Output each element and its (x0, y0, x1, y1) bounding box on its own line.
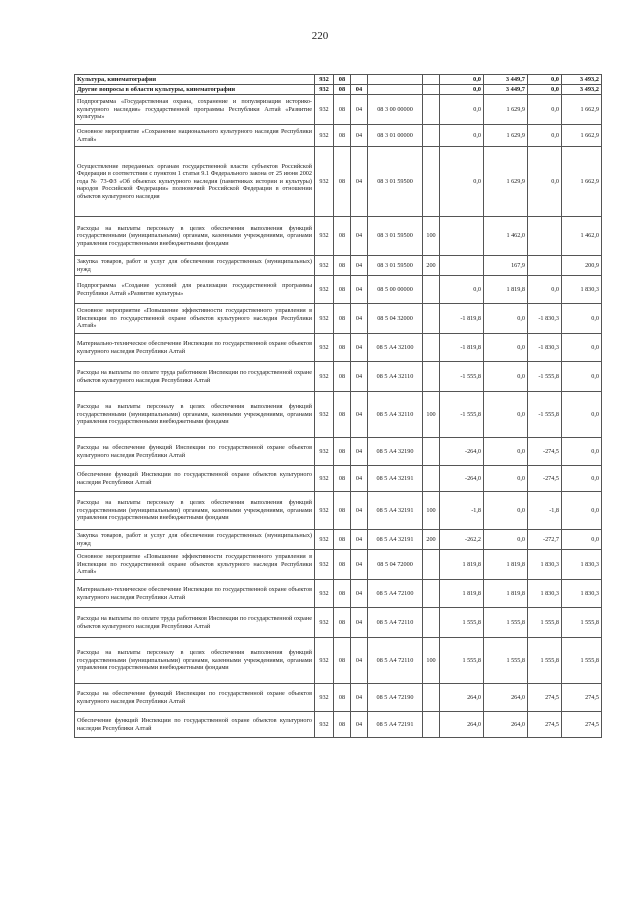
amount-total-1-cell: 1 629,9 (484, 147, 528, 217)
row-name-cell: Расходы на обеспечение функций Инспекции по государственной охране объектов культурного наследия Республики Алтай (75, 438, 315, 466)
amount-total-1-cell: 1 819,8 (484, 276, 528, 304)
grbs-code-cell: 932 (315, 362, 334, 392)
subsection-code-cell: 04 (351, 638, 368, 684)
section-code-cell: 08 (334, 712, 351, 738)
subsection-code-cell: 04 (351, 125, 368, 147)
table-row (75, 362, 602, 392)
table-row (75, 712, 602, 738)
amount-change-1-cell (440, 256, 484, 276)
section-code-cell: 08 (334, 85, 351, 95)
table-row (75, 276, 602, 304)
amount-change-2-cell: -1,8 (528, 492, 562, 530)
section-code-cell: 08 (334, 95, 351, 125)
table-row (75, 125, 602, 147)
row-name-cell: Закупка товаров, работ и услуг для обеспечения государственных (муниципальных) нужд (75, 256, 315, 276)
amount-change-1-cell: 264,0 (440, 684, 484, 712)
amount-change-2-cell: 1 555,8 (528, 638, 562, 684)
amount-change-1-cell: -1 555,8 (440, 362, 484, 392)
amount-total-2-cell: 0,0 (562, 392, 602, 438)
table-row (75, 334, 602, 362)
expense-type-cell (423, 362, 440, 392)
amount-total-2-cell: 1 830,3 (562, 550, 602, 580)
amount-change-1-cell: 0,0 (440, 75, 484, 85)
amount-change-1-cell: -262,2 (440, 530, 484, 550)
amount-total-2-cell: 1 555,8 (562, 608, 602, 638)
grbs-code-cell: 932 (315, 334, 334, 362)
amount-total-1-cell: 3 449,7 (484, 85, 528, 95)
subsection-code-cell: 04 (351, 438, 368, 466)
table-row (75, 492, 602, 530)
amount-change-2-cell: 274,5 (528, 712, 562, 738)
table-row (75, 256, 602, 276)
section-code-cell: 08 (334, 75, 351, 85)
amount-total-1-cell: 1 629,9 (484, 95, 528, 125)
amount-change-1-cell: -1 555,8 (440, 392, 484, 438)
table-row (75, 638, 602, 684)
section-code-cell: 08 (334, 438, 351, 466)
expense-type-cell (423, 712, 440, 738)
amount-change-1-cell: -1,8 (440, 492, 484, 530)
section-code-cell: 08 (334, 550, 351, 580)
amount-total-2-cell: 1 662,9 (562, 95, 602, 125)
expense-type-cell (423, 466, 440, 492)
section-code-cell: 08 (334, 147, 351, 217)
target-article-cell: 08 3 01 00000 (368, 125, 423, 147)
row-name-cell: Расходы на выплаты по оплате труда работников Инспекции по государственной охране объектов культурного наследия Республики Алтай (75, 362, 315, 392)
subsection-code-cell: 04 (351, 362, 368, 392)
amount-change-1-cell: -264,0 (440, 466, 484, 492)
section-code-cell: 08 (334, 362, 351, 392)
page-number: 220 (311, 30, 329, 42)
row-name-cell: Материально-техническое обеспечение Инспекции по государственной охране объектов культурного наследия Республики Алтай (75, 580, 315, 608)
amount-total-1-cell: 1 629,9 (484, 125, 528, 147)
amount-total-2-cell: 1 830,3 (562, 276, 602, 304)
row-name-cell: Другие вопросы в области культуры, кинематографии (75, 85, 315, 95)
expense-type-cell (423, 85, 440, 95)
target-article-cell: 08 3 00 00000 (368, 95, 423, 125)
amount-total-2-cell: 1 662,9 (562, 125, 602, 147)
grbs-code-cell: 932 (315, 684, 334, 712)
grbs-code-cell: 932 (315, 492, 334, 530)
target-article-cell: 08 3 01 59500 (368, 147, 423, 217)
amount-change-2-cell: -1 830,3 (528, 304, 562, 334)
target-article-cell: 08 5 А4 32190 (368, 438, 423, 466)
amount-total-1-cell: 0,0 (484, 362, 528, 392)
expense-type-cell: 100 (423, 638, 440, 684)
amount-change-2-cell: 0,0 (528, 147, 562, 217)
table-row (75, 147, 602, 217)
amount-change-1-cell: 1 819,8 (440, 550, 484, 580)
section-code-cell: 08 (334, 638, 351, 684)
expense-type-cell: 100 (423, 217, 440, 256)
amount-total-2-cell: 1 662,9 (562, 147, 602, 217)
table-row (75, 75, 602, 85)
subsection-code-cell: 04 (351, 95, 368, 125)
amount-change-2-cell (528, 217, 562, 256)
table-row (75, 550, 602, 580)
section-code-cell: 08 (334, 217, 351, 256)
table-row (75, 684, 602, 712)
subsection-code-cell: 04 (351, 256, 368, 276)
row-name-cell: Основное мероприятие «Сохранение национального культурного наследия Республики Алтай» (75, 125, 315, 147)
amount-total-1-cell: 167,9 (484, 256, 528, 276)
expense-type-cell (423, 147, 440, 217)
amount-total-2-cell: 0,0 (562, 492, 602, 530)
grbs-code-cell: 932 (315, 217, 334, 256)
grbs-code-cell: 932 (315, 125, 334, 147)
amount-total-1-cell: 3 449,7 (484, 75, 528, 85)
grbs-code-cell: 932 (315, 95, 334, 125)
section-code-cell: 08 (334, 492, 351, 530)
amount-total-2-cell: 0,0 (562, 466, 602, 492)
target-article-cell: 08 5 А4 32110 (368, 362, 423, 392)
amount-total-2-cell: 0,0 (562, 304, 602, 334)
grbs-code-cell: 932 (315, 85, 334, 95)
subsection-code-cell: 04 (351, 392, 368, 438)
row-name-cell: Материально-техническое обеспечение Инспекции по государственной охране объектов культурного наследия Республики Алтай (75, 334, 315, 362)
subsection-code-cell: 04 (351, 608, 368, 638)
amount-change-1-cell: -1 819,8 (440, 334, 484, 362)
amount-total-1-cell: 0,0 (484, 492, 528, 530)
grbs-code-cell: 932 (315, 438, 334, 466)
amount-change-2-cell: 0,0 (528, 75, 562, 85)
subsection-code-cell: 04 (351, 684, 368, 712)
amount-total-2-cell: 274,5 (562, 712, 602, 738)
row-name-cell: Закупка товаров, работ и услуг для обеспечения государственных (муниципальных) нужд (75, 530, 315, 550)
amount-total-1-cell: 0,0 (484, 304, 528, 334)
grbs-code-cell: 932 (315, 550, 334, 580)
subsection-code-cell: 04 (351, 466, 368, 492)
grbs-code-cell: 932 (315, 75, 334, 85)
subsection-code-cell: 04 (351, 276, 368, 304)
subsection-code-cell: 04 (351, 334, 368, 362)
row-name-cell: Подпрограмма «Создание условий для реализации государственной программы Республики Алтай «Развитие культуры» (75, 276, 315, 304)
section-code-cell: 08 (334, 125, 351, 147)
expense-type-cell: 100 (423, 392, 440, 438)
amount-change-1-cell: 0,0 (440, 147, 484, 217)
amount-total-1-cell: 0,0 (484, 334, 528, 362)
amount-total-2-cell: 0,0 (562, 362, 602, 392)
amount-change-2-cell: -272,7 (528, 530, 562, 550)
amount-change-1-cell: 1 555,8 (440, 608, 484, 638)
amount-total-2-cell: 0,0 (562, 334, 602, 362)
expense-type-cell: 100 (423, 492, 440, 530)
amount-change-2-cell: 1 555,8 (528, 608, 562, 638)
subsection-code-cell: 04 (351, 85, 368, 95)
expense-type-cell (423, 438, 440, 466)
table-row (75, 95, 602, 125)
table-row (75, 608, 602, 638)
amount-total-1-cell: 0,0 (484, 392, 528, 438)
amount-change-2-cell: -1 555,8 (528, 362, 562, 392)
table-row (75, 580, 602, 608)
amount-change-2-cell: -1 830,3 (528, 334, 562, 362)
target-article-cell: 08 5 А4 32191 (368, 530, 423, 550)
grbs-code-cell: 932 (315, 147, 334, 217)
amount-change-2-cell: 0,0 (528, 85, 562, 95)
amount-change-2-cell: 0,0 (528, 125, 562, 147)
section-code-cell: 08 (334, 608, 351, 638)
amount-change-1-cell: -1 819,8 (440, 304, 484, 334)
expense-type-cell (423, 125, 440, 147)
expense-type-cell (423, 550, 440, 580)
section-code-cell: 08 (334, 466, 351, 492)
subsection-code-cell: 04 (351, 492, 368, 530)
target-article-cell: 08 5 А4 72190 (368, 684, 423, 712)
subsection-code-cell: 04 (351, 550, 368, 580)
expense-type-cell: 200 (423, 256, 440, 276)
amount-change-2-cell (528, 256, 562, 276)
target-article-cell: 08 5 А4 72110 (368, 638, 423, 684)
table-row (75, 217, 602, 256)
grbs-code-cell: 932 (315, 530, 334, 550)
grbs-code-cell: 932 (315, 392, 334, 438)
subsection-code-cell: 04 (351, 530, 368, 550)
target-article-cell (368, 75, 423, 85)
budget-table (74, 74, 602, 738)
grbs-code-cell: 932 (315, 608, 334, 638)
row-name-cell: Расходы на выплаты персоналу в целях обеспечения выполнения функций государственными (муниципальными) органами, казенными учреждениями, органами управления государственными внебюджетными фондами (75, 638, 315, 684)
amount-total-1-cell: 1 819,8 (484, 580, 528, 608)
target-article-cell: 08 5 00 00000 (368, 276, 423, 304)
section-code-cell: 08 (334, 334, 351, 362)
table-row (75, 392, 602, 438)
grbs-code-cell: 932 (315, 712, 334, 738)
target-article-cell: 08 3 01 59500 (368, 217, 423, 256)
amount-change-1-cell: 0,0 (440, 95, 484, 125)
subsection-code-cell: 04 (351, 304, 368, 334)
amount-change-2-cell: -1 555,8 (528, 392, 562, 438)
expense-type-cell (423, 95, 440, 125)
amount-total-2-cell: 1 555,8 (562, 638, 602, 684)
amount-total-1-cell: 1 462,0 (484, 217, 528, 256)
amount-change-2-cell: 0,0 (528, 276, 562, 304)
amount-total-2-cell: 200,9 (562, 256, 602, 276)
amount-change-1-cell: 0,0 (440, 85, 484, 95)
amount-change-1-cell: -264,0 (440, 438, 484, 466)
expense-type-cell (423, 75, 440, 85)
grbs-code-cell: 932 (315, 466, 334, 492)
section-code-cell: 08 (334, 256, 351, 276)
table-row (75, 85, 602, 95)
table-row (75, 466, 602, 492)
amount-total-2-cell: 0,0 (562, 438, 602, 466)
row-name-cell: Расходы на обеспечение функций Инспекции по государственной охране объектов культурного наследия Республики Алтай (75, 684, 315, 712)
table-row (75, 438, 602, 466)
target-article-cell: 08 5 А4 32100 (368, 334, 423, 362)
amount-total-1-cell: 264,0 (484, 712, 528, 738)
expense-type-cell (423, 334, 440, 362)
row-name-cell: Расходы на выплаты по оплате труда работников Инспекции по государственной охране объектов культурного наследия Республики Алтай (75, 608, 315, 638)
amount-total-1-cell: 1 555,8 (484, 608, 528, 638)
target-article-cell (368, 85, 423, 95)
grbs-code-cell: 932 (315, 638, 334, 684)
amount-change-1-cell: 1 555,8 (440, 638, 484, 684)
row-name-cell: Расходы на выплаты персоналу в целях обеспечения выполнения функций государственными (муниципальными) органами, казенными учреждениями, органами управления государственными внебюджетными фондами (75, 217, 315, 256)
amount-change-1-cell: 264,0 (440, 712, 484, 738)
target-article-cell: 08 5 А4 72100 (368, 580, 423, 608)
grbs-code-cell: 932 (315, 276, 334, 304)
amount-change-2-cell: -274,5 (528, 438, 562, 466)
amount-total-1-cell: 0,0 (484, 530, 528, 550)
target-article-cell: 08 5 А4 32191 (368, 466, 423, 492)
amount-total-2-cell: 274,5 (562, 684, 602, 712)
expense-type-cell (423, 684, 440, 712)
table-row (75, 530, 602, 550)
target-article-cell: 08 5 04 72000 (368, 550, 423, 580)
row-name-cell: Основное мероприятие «Повышение эффективности государственного управления в Инспекции по государственной охране объектов культурного наследия Республики Алтай» (75, 304, 315, 334)
expense-type-cell (423, 304, 440, 334)
amount-total-2-cell: 1 462,0 (562, 217, 602, 256)
amount-total-1-cell: 0,0 (484, 438, 528, 466)
amount-total-1-cell: 264,0 (484, 684, 528, 712)
row-name-cell: Расходы на выплаты персоналу в целях обеспечения выполнения функций государственными (муниципальными) органами, казенными учреждениями, органами управления государственными внебюджетными фондами (75, 392, 315, 438)
amount-change-1-cell: 1 819,8 (440, 580, 484, 608)
section-code-cell: 08 (334, 392, 351, 438)
grbs-code-cell: 932 (315, 580, 334, 608)
table-row (75, 304, 602, 334)
amount-total-1-cell: 1 819,8 (484, 550, 528, 580)
row-name-cell: Осуществление переданных органам государственной власти субъектов Российской Федерации в соответствии с пунктом 1 статьи 9.1 Федерального закона от 25 июня 2002 года № 73-ФЗ «Об объектах культурного наследия (памятниках истории и культуры) народов Российской Федерации» полномочий Российской Федерации в отношении объектов культурного наследия (75, 147, 315, 217)
subsection-code-cell: 04 (351, 147, 368, 217)
target-article-cell: 08 3 01 59500 (368, 256, 423, 276)
grbs-code-cell: 932 (315, 256, 334, 276)
target-article-cell: 08 5 04 32000 (368, 304, 423, 334)
amount-change-2-cell: 0,0 (528, 95, 562, 125)
subsection-code-cell: 04 (351, 580, 368, 608)
amount-change-2-cell: -274,5 (528, 466, 562, 492)
row-name-cell: Обеспечение функций Инспекции по государственной охране объектов культурного наследия Республики Алтай (75, 466, 315, 492)
row-name-cell: Расходы на выплаты персоналу в целях обеспечения выполнения функций государственными (муниципальными) органами, казенными учреждениями, органами управления государственными внебюджетными фондами (75, 492, 315, 530)
target-article-cell: 08 5 А4 72110 (368, 608, 423, 638)
subsection-code-cell: 04 (351, 712, 368, 738)
amount-total-1-cell: 0,0 (484, 466, 528, 492)
section-code-cell: 08 (334, 304, 351, 334)
amount-change-1-cell: 0,0 (440, 276, 484, 304)
target-article-cell: 08 5 А4 32110 (368, 392, 423, 438)
amount-change-2-cell: 1 830,3 (528, 580, 562, 608)
amount-total-2-cell: 3 493,2 (562, 75, 602, 85)
target-article-cell: 08 5 А4 32191 (368, 492, 423, 530)
row-name-cell: Культура, кинематография (75, 75, 315, 85)
amount-total-2-cell: 3 493,2 (562, 85, 602, 95)
expense-type-cell (423, 276, 440, 304)
section-code-cell: 08 (334, 580, 351, 608)
row-name-cell: Подпрограмма «Государственная охрана, сохранение и популяризация историко-культурного наследия» государственной программы Республики Алтай «Развитие культуры» (75, 95, 315, 125)
subsection-code-cell: 04 (351, 217, 368, 256)
amount-total-2-cell: 1 830,3 (562, 580, 602, 608)
amount-total-2-cell: 0,0 (562, 530, 602, 550)
amount-total-1-cell: 1 555,8 (484, 638, 528, 684)
amount-change-2-cell: 274,5 (528, 684, 562, 712)
row-name-cell: Обеспечение функций Инспекции по государственной охране объектов культурного наследия Республики Алтай (75, 712, 315, 738)
amount-change-1-cell (440, 217, 484, 256)
section-code-cell: 08 (334, 684, 351, 712)
expense-type-cell (423, 608, 440, 638)
expense-type-cell (423, 580, 440, 608)
section-code-cell: 08 (334, 276, 351, 304)
subsection-code-cell (351, 75, 368, 85)
amount-change-1-cell: 0,0 (440, 125, 484, 147)
expense-type-cell: 200 (423, 530, 440, 550)
section-code-cell: 08 (334, 530, 351, 550)
amount-change-2-cell: 1 830,3 (528, 550, 562, 580)
target-article-cell: 08 5 А4 72191 (368, 712, 423, 738)
row-name-cell: Основное мероприятие «Повышение эффективности государственного управления в Инспекции по государственной охране объектов культурного наследия Республики Алтай» (75, 550, 315, 580)
grbs-code-cell: 932 (315, 304, 334, 334)
